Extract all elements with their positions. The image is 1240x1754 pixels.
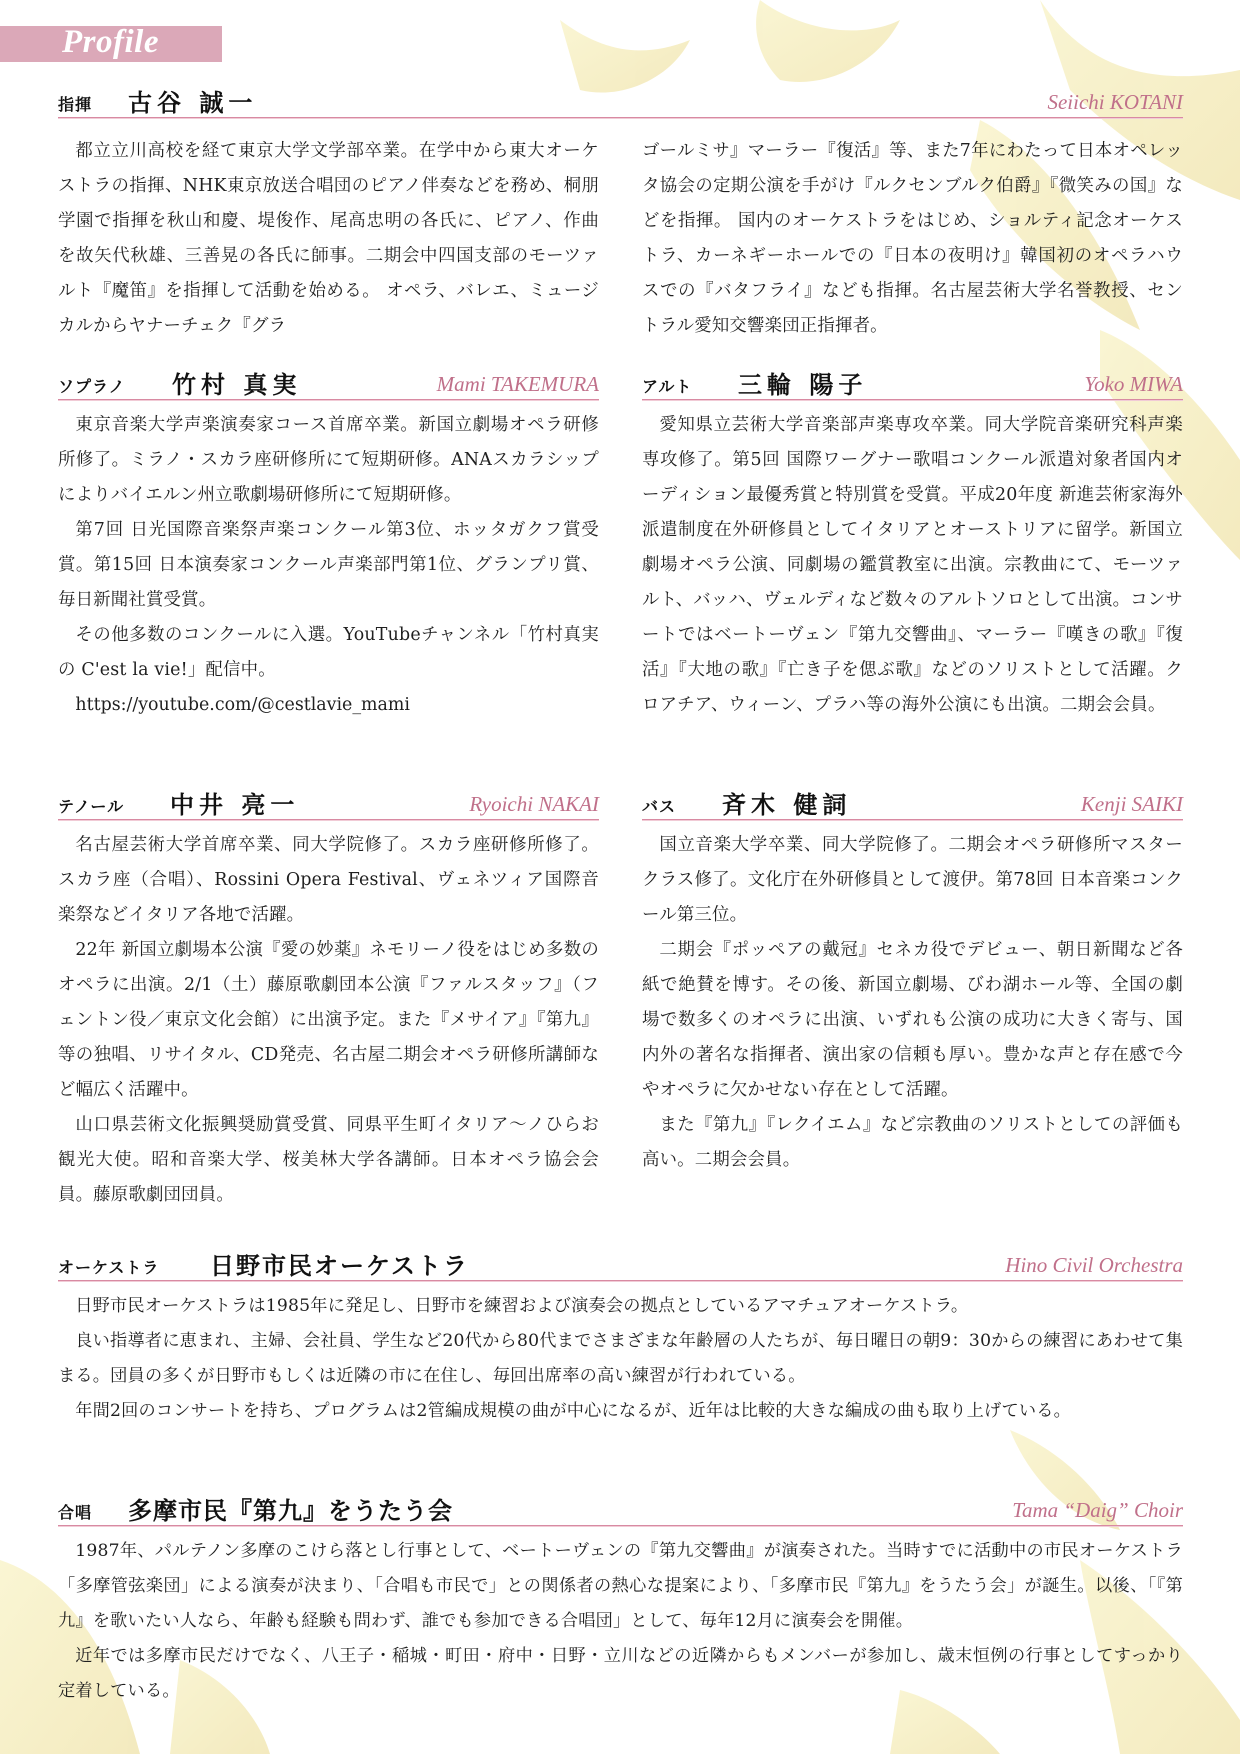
conductor-role: 指揮: [58, 95, 93, 114]
orchestra-bio: [58, 1289, 1183, 1429]
tenor-role: テノール: [58, 797, 125, 816]
alto-bio: [642, 408, 1183, 723]
choir-bio-paragraph: 近年では多摩市民だけでなく、八王子・稲城・町田・府中・日野・立川などの近隣からもメンバーが参加し、歳末恒例の行事としてすっかり定着している。: [58, 1646, 1183, 1701]
conductor-header: [58, 82, 1183, 120]
bass-name: 斉木 健詞: [722, 790, 852, 819]
alto-header: [642, 364, 1183, 402]
tenor-header: [58, 784, 599, 822]
conductor-section: [58, 82, 1183, 120]
choir-header: [58, 1490, 1183, 1528]
soprano-bio-paragraph: 第7回 日光国際音楽祭声楽コンクール第3位、ホッタガクフ賞受賞。第15回 日本演奏家コンクール声楽部門第1位、グランプリ賞、毎日新聞社賞受賞。: [58, 520, 599, 610]
soprano-header-rule: [58, 399, 599, 401]
bass-header: [642, 784, 1183, 822]
tenor-name: 中井 亮一: [170, 790, 300, 819]
soprano-bio-paragraph: その他多数のコンクールに入選。YouTubeチャンネル「竹村真実の C'est la vie!」配信中。: [58, 625, 599, 680]
alto-roman-name: Yoko MIWA: [1084, 372, 1183, 396]
alto-section: [642, 364, 1183, 723]
alto-role: アルト: [642, 377, 693, 396]
bass-role: バス: [642, 797, 677, 816]
bass-bio-paragraph: 国立音楽大学卒業、同大学院修了。二期会オペラ研修所マスタークラス修了。文化庁在外研修員として渡伊。第78回 日本音楽コンクール第三位。: [642, 835, 1183, 925]
choir-name: 多摩市民『第九』をうたう会: [128, 1496, 453, 1525]
soprano-youtube-link[interactable]: https://youtube.com/@cestlavie_mami: [75, 695, 410, 715]
tenor-bio-paragraph: 22年 新国立劇場本公演『愛の妙薬』ネモリーノ役をはじめ多数のオペラに出演。2/1（土）藤原歌劇団本公演『ファルスタッフ』（フェントン役／東京文化会館）に出演予定。また『メサイア』『第九』等の独唱、リサイタル、CD発売、名古屋二期会オペラ研修所講師など幅広く活躍中。: [58, 940, 599, 1100]
alto-header-rule: [642, 399, 1183, 401]
choir-bio-paragraph: 1987年、パルテノン多摩のこけら落とし行事として、ベートーヴェンの『第九交響曲』が演奏された。当時すでに活動中の市民オーケストラ「多摩管弦楽団」による演奏が決まり、「合唱も市民で」との関係者の熱心な提案により、「多摩市民『第九』をうたう会」が誕生。以後、「『第九』を歌いたい人なら、年齢も経験も問わず、誰でも参加できる合唱団」として、毎年12月に演奏会を開催。: [58, 1541, 1183, 1631]
soprano-bio: [58, 408, 599, 723]
orchestra-header: [58, 1245, 1183, 1283]
tenor-bio-paragraph: 山口県芸術文化振興奨励賞受賞、同県平生町イタリア〜ノひらお観光大使。昭和音楽大学、桜美林大学各講師。日本オペラ協会会員。藤原歌劇団団員。: [58, 1115, 599, 1205]
soprano-section: [58, 364, 599, 723]
soprano-name: 竹村 真実: [172, 370, 302, 399]
orchestra-name: 日野市民オーケストラ: [210, 1251, 470, 1280]
choir-header-rule: [58, 1525, 1183, 1527]
choir-bio: [58, 1534, 1183, 1709]
tenor-bio: [58, 828, 599, 1213]
conductor-bio-col1: [58, 134, 599, 344]
soprano-header: [58, 364, 599, 402]
bass-bio-paragraph: また『第九』『レクイエム』など宗教曲のソリストとしての評価も高い。二期会会員。: [642, 1115, 1183, 1170]
conductor-header-rule: [58, 117, 1183, 119]
choir-section: [58, 1490, 1183, 1709]
bass-section: [642, 784, 1183, 1178]
soprano-roman-name: Mami TAKEMURA: [436, 372, 599, 396]
orchestra-role: オーケストラ: [58, 1258, 160, 1277]
profile-title: Profile: [62, 24, 159, 60]
orchestra-bio-paragraph: 良い指導者に恵まれ、主婦、会社員、学生など20代から80代までさまざまな年齢層の人たちが、毎日曜日の朝9：30からの練習にあわせて集まる。団員の多くが日野市もしくは近隣の市に在住し、毎回出席率の高い練習が行われている。: [58, 1331, 1183, 1386]
orchestra-bio-paragraph: 年間2回のコンサートを持ち、プログラムは2管編成規模の曲が中心になるが、近年は比較的大きな編成の曲も取り上げている。: [75, 1401, 1071, 1421]
bass-roman-name: Kenji SAIKI: [1080, 792, 1183, 816]
bass-bio: [642, 828, 1183, 1178]
soprano-bio-paragraph: 東京音楽大学声楽演奏家コース首席卒業。新国立劇場オペラ研修所修了。ミラノ・スカラ座研修所にて短期研修。ANAスカラシップによりバイエルン州立歌劇場研修所にて短期研修。: [58, 415, 599, 505]
orchestra-header-rule: [58, 1280, 1183, 1282]
choir-role: 合唱: [58, 1503, 93, 1522]
conductor-bio-col2: [642, 134, 1183, 344]
bass-header-rule: [642, 819, 1183, 821]
tenor-section: [58, 784, 599, 1213]
bass-bio-paragraph: 二期会『ポッペアの戴冠』セネカ役でデビュー、朝日新聞など各紙で絶賛を博す。その後、新国立劇場、びわ湖ホール等、全国の劇場で数多くのオペラに出演、いずれも公演の成功に大きく寄与、国内外の著名な指揮者、演出家の信頼も厚い。豊かな声と存在感で今やオペラに欠かせない存在として活躍。: [642, 940, 1183, 1100]
conductor-name: 古谷 誠一: [128, 88, 258, 117]
alto-bio-paragraph: 愛知県立芸術大学音楽部声楽専攻卒業。同大学院音楽研究科声楽専攻修了。第5回 国際ワーグナー歌唱コンクール派遣対象者国内オーディション最優秀賞と特別賞を受賞。平成20年度 新進芸術家海外派遣制度在外研修員としてイタリアとオーストリアに留学。新国立劇場オペラ公演、同劇場の鑑賞教室に出演。宗教曲にて、モーツァルト、バッハ、ヴェルディなど数々のアルトソロとして出演。コンサートではベートーヴェン『第九交響曲』、マーラー『嘆きの歌』『復活』『大地の歌』『亡き子を偲ぶ歌』などのソリストとして活躍。クロアチア、ウィーン、プラハ等の海外公演にも出演。二期会会員。: [642, 415, 1183, 715]
orchestra-bio-paragraph: 日野市民オーケストラは1985年に発足し、日野市を練習および演奏会の拠点としているアマチュアオーケストラ。: [75, 1296, 969, 1316]
conductor-bio-paragraph: 都立立川高校を経て東京大学文学部卒業。在学中から東大オーケストラの指揮、NHK東京放送合唱団のピアノ伴奏などを務め、桐朋学園で指揮を秋山和慶、堤俊作、尾高忠明の各氏に、ピアノ、作曲を故矢代秋雄、三善晃の各氏に師事。二期会中四国支部のモーツァルト『魔笛』を指揮して活動を始める。 オペラ、バレエ、ミュージカルからヤナーチェク『グラ: [58, 141, 599, 336]
alto-name: 三輪 陽子: [738, 370, 868, 399]
orchestra-roman-name: Hino Civil Orchestra: [1005, 1253, 1183, 1277]
orchestra-section: [58, 1245, 1183, 1429]
tenor-bio-paragraph: 名古屋芸術大学首席卒業、同大学院修了。スカラ座研修所修了。スカラ座（合唱）、Rossini Opera Festival、ヴェネツィア国際音楽祭などイタリア各地で活躍。: [58, 835, 599, 925]
conductor-roman-name: Seiichi KOTANI: [1047, 90, 1183, 114]
conductor-bio-paragraph: ゴールミサ』マーラー『復活』等、また7年にわたって日本オペレッタ協会の定期公演を手がけ『ルクセンブルク伯爵』『微笑みの国』などを指揮。 国内のオーケストラをはじめ、ショルティ記念オーケストラ、カーネギーホールでの『日本の夜明け』韓国初のオペラハウスでの『バタフライ』なども指揮。名古屋芸術大学名誉教授、セントラル愛知交響楽団正指揮者。: [642, 141, 1183, 336]
soprano-role: ソプラノ: [58, 377, 126, 396]
tenor-roman-name: Ryoichi NAKAI: [469, 792, 599, 816]
choir-roman-name: Tama “Daig” Choir: [1012, 1498, 1183, 1522]
tenor-header-rule: [58, 819, 599, 821]
